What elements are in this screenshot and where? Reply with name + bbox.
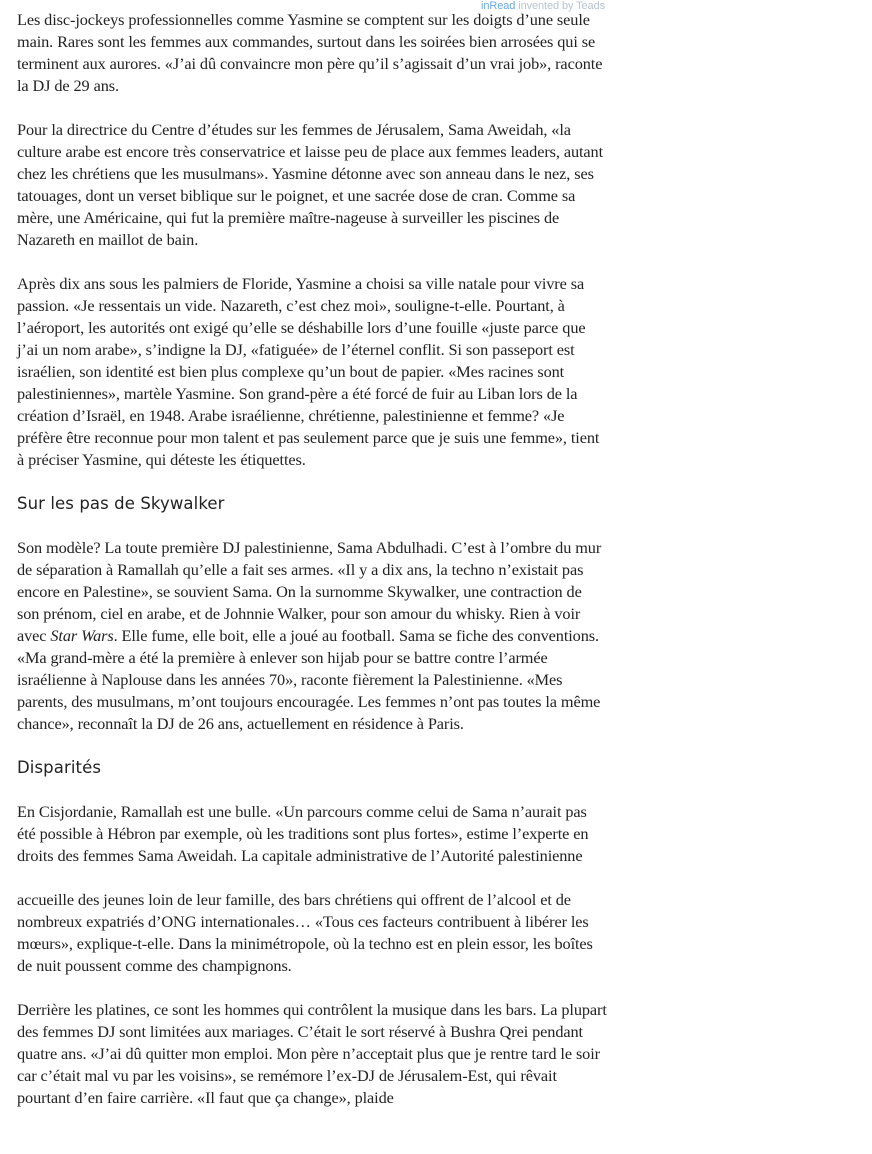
subheading-skywalker: Sur les pas de Skywalker	[17, 494, 225, 513]
paragraph-4-part-2: . Elle fume, elle boit, elle a joué au football. Sama se fiche des conventions. «Ma grand-mère a été la première à enlever son hijab pour se battre contre l’armée israélienne à Naplouse dans les années 70», raconte fièrement la Palestinienne. «Mes parents, des musulmans, m’ont toujours encouragée. Les femmes n’ont pas toutes la même chance», reconnaît la DJ de 26 ans, actuellement en résidence à Paris.	[17, 626, 601, 733]
paragraph-1: Les disc-jockeys professionnelles comme Yasmine se comptent sur les doigts d’une seule main. Rares sont les femmes aux commandes, surtout dans les soirées bien arrosées qui se terminent aux aurores. «J’ai dû convaincre mon père qu’il s’agissait d’un vrai job», raconte la DJ de 29 ans.	[17, 10, 603, 95]
star-wars-title: Star Wars	[50, 626, 114, 645]
ad-brand[interactable]: inRead	[481, 0, 516, 12]
ad-attribution-suffix: invented by Teads	[515, 0, 605, 12]
paragraph-4	[17, 537, 607, 735]
paragraph-4-part-1: Son modèle? La toute première DJ palestinienne, Sama Abdulhadi. C’est à l’ombre du mur de séparation à Ramallah qu’elle a fait ses armes. «Il y a dix ans, la techno n’existait pas encore en Palestine», se souvient Sama. On la surnomme Skywalker, une contraction de son prénom, ciel en arabe, et de Johnnie Walker, pour son amour du whisky. Rien à voir avec	[17, 538, 602, 645]
paragraph-6: accueille des jeunes loin de leur famille, des bars chrétiens qui offrent de l’alcool et de nombreux expatriés d’ONG internationales… «Tous ces facteurs contribuent à libérer les mœurs», explique-t-elle. Dans la minimétropole, où la techno est en plein essor, les boîtes de nuit poussent comme des champignons.	[17, 890, 593, 975]
ad-attribution[interactable]	[481, 0, 605, 17]
paragraph-3: Après dix ans sous les palmiers de Floride, Yasmine a choisi sa ville natale pour vivre sa passion. «Je ressentais un vide. Nazareth, c’est chez moi», souligne-t-elle. Pourtant, à l’aéroport, les autorités ont exigé qu’elle se déshabille lors d’une fouille «juste parce que j’ai un nom arabe», s’indigne la DJ, «fatiguée» de l’éternel conflit. Si son passeport est israélien, son identité est bien plus complexe qu’un bout de papier. «Mes racines sont palestiniennes», martèle Yasmine. Son grand-père a été forcé de fuir au Liban lors de la création d’Israël, en 1948. Arabe israélienne, chrétienne, palestinienne et femme? «Je préfère être reconnue pour mon talent et pas seulement parce que je suis une femme», tient à préciser Yasmine, qui déteste les étiquettes.	[17, 274, 600, 469]
subheading-disparites: Disparités	[17, 758, 102, 777]
article-body	[17, 0, 607, 1131]
paragraph-2: Pour la directrice du Centre d’études sur les femmes de Jérusalem, Sama Aweidah, «la culture arabe est encore très conservatrice et laisse peu de place aux femmes leaders, autant chez les chrétiens que les musulmans». Yasmine détonne avec son anneau dans le nez, ses tatouages, dont un verset biblique sur le poignet, et une sacrée dose de cran. Comme sa mère, une Américaine, qui fut la première maître-nageuse à surveiller les piscines de Nazareth en maillot de bain.	[17, 120, 604, 249]
paragraph-5: En Cisjordanie, Ramallah est une bulle. «Un parcours comme celui de Sama n’aurait pas été possible à Hébron par exemple, où les traditions sont plus fortes», estime l’experte en droits des femmes Sama Aweidah. La capitale administrative de l’Autorité palestinienne	[17, 802, 589, 865]
paragraph-7: Derrière les platines, ce sont les hommes qui contrôlent la musique dans les bars. La plupart des femmes DJ sont limitées aux mariages. C’était le sort réservé à Bushra Qrei pendant quatre ans. «J’ai dû quitter mon emploi. Mon père n’acceptait plus que je rentre tard le soir car c’était mal vu par les voisins», se remémore l’ex-DJ de Jérusalem-Est, qui rêvait pourtant d’en faire carrière. «Il faut que ça change», plaide	[17, 1000, 607, 1107]
